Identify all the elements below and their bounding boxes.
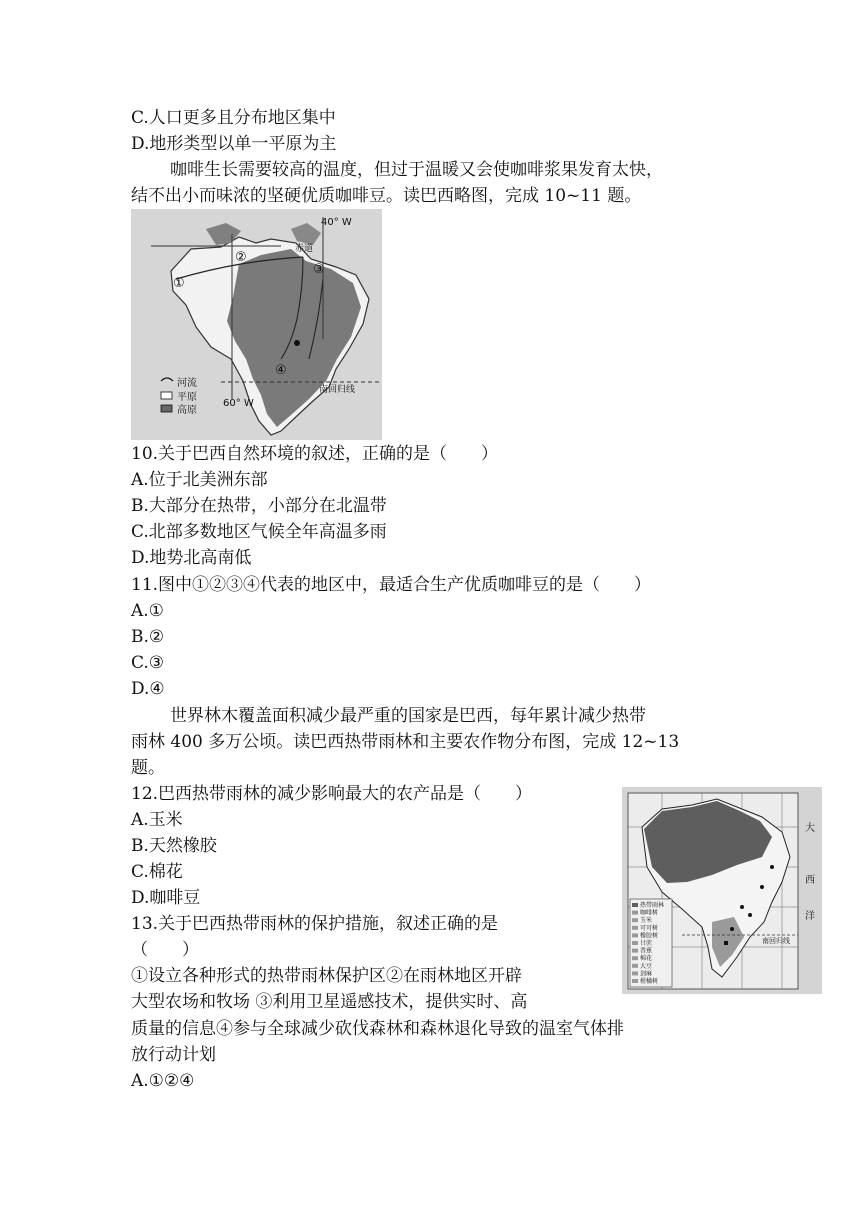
q10-option-a: A.位于北美洲东部 [131,470,268,490]
legend-swatch [632,933,638,937]
legend-swatch [632,949,638,953]
q11-option-b: B.② [131,627,165,647]
ocean-char-2: 西 [805,875,815,886]
q11-stem: 11.图中①②③④代表的地区中，最适合生产优质咖啡豆的是（ ） [131,575,652,595]
passage2-line1: 世界林木覆盖面积减少最严重的国家是巴西，每年累计减少热带 [170,706,646,726]
q11-option-a: A.① [131,601,164,621]
q13-statement-line1: ①设立各种形式的热带雨林保护区②在雨林地区开辟 [131,966,522,986]
legend-label: 可可树 [640,924,659,932]
legend-label: 玉米 [640,917,653,925]
legend-swatch [632,911,638,915]
map1-mark-1: ① [173,276,185,291]
brazil-sketch-map [131,209,382,440]
legend-plain: 平原 [177,392,197,403]
legend-swatch [632,918,638,922]
legend-swatch [632,926,638,930]
passage2-line3: 题。 [131,758,165,778]
legend-label: 柑橘树 [640,978,659,985]
q11-option-d: D.④ [131,679,165,699]
map1-mark-2: ② [235,250,247,265]
legend-swatch [632,903,638,907]
legend-swatch [632,964,638,968]
q9-option-d: D.地形类型以单一平原为主 [131,134,337,154]
label-tropic: 南回归线 [319,385,356,395]
legend-label: 橡胶树 [640,932,659,940]
q12-stem: 12.巴西热带雨林的减少影响最大的农产品是（ ） [131,784,533,804]
legend-plateau: 高原 [177,405,197,416]
q12-option-b: B.天然橡胶 [131,836,217,856]
legend-label: 剑麻 [640,970,653,978]
q12-option-c: C.棉花 [131,862,183,882]
rainforest-crop-map [622,787,822,994]
q13-option-a: A.①②④ [131,1071,195,1091]
legend-label: 甘蔗 [640,940,653,947]
q13-statement-line4: 放行动计划 [131,1045,216,1065]
legend-label: 大豆 [640,962,653,970]
q12-option-a: A.玉米 [131,810,183,830]
legend-swatch [632,979,638,983]
legend-river: 河流 [177,378,197,389]
q10-option-c: C.北部多数地区气候全年高温多雨 [131,522,387,542]
q10-option-b: B.大部分在热带，小部分在北温带 [131,496,387,516]
q13-stem: 13.关于巴西热带雨林的保护措施，叙述正确的是 [131,914,499,934]
legend-swatch [632,941,638,945]
q10-option-d: D.地势北高南低 [131,548,252,568]
legend-swatch [632,956,638,960]
legend-label: 咖啡树 [640,909,659,917]
label-equator: 赤道 [295,244,314,254]
map1-mark-4: ④ [275,363,287,378]
q13-paren: （ ） [131,940,199,960]
passage1-line2: 结不出小而味浓的坚硬优质咖啡豆。读巴西略图，完成 10~11 题。 [131,186,642,206]
q11-option-c: C.③ [131,653,165,673]
legend-label: 热带雨林 [640,902,665,909]
map2-tropic: 南回归线 [762,937,790,945]
q10-stem: 10.关于巴西自然环境的叙述，正确的是（ ） [131,444,499,464]
passage1-line1: 咖啡生长需要较高的温度，但过于温暖又会使咖啡浆果发育太快， [170,160,663,180]
ocean-char-1: 大 [805,823,815,834]
ocean-char-3: 洋 [805,911,815,922]
q13-statement-line3: 质量的信息④参与全球减少砍伐森林和森林退化导致的温室气体排 [131,1019,624,1039]
q12-option-d: D.咖啡豆 [131,888,201,908]
map1-mark-3: ③ [313,262,325,277]
label-60w: 60° W [223,398,254,409]
passage2-line2: 雨林 400 多万公顷。读巴西热带雨林和主要农作物分布图，完成 12~13 [131,732,680,752]
legend-label: 香蕉 [640,947,653,955]
legend-label: 棉花 [640,955,653,963]
q13-statement-line2: 大型农场和牧场 ③利用卫星遥感技术，提供实时、高 [131,992,528,1012]
legend-swatch [632,971,638,975]
q9-option-c: C.人口更多且分布地区集中 [131,108,336,128]
label-40w: 40° W [321,217,352,228]
